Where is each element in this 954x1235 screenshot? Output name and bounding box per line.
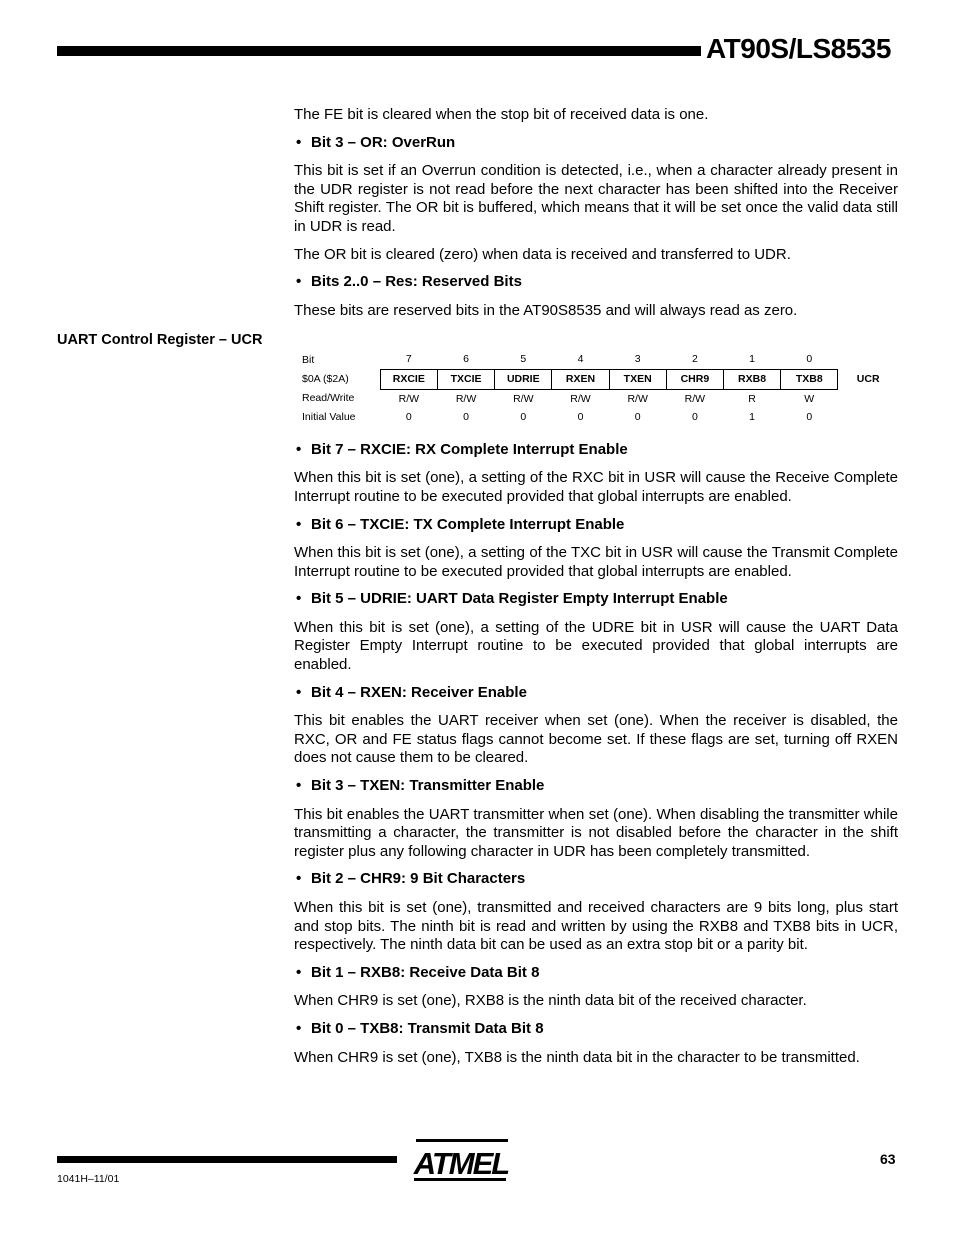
bullet-glyph: • [296,515,302,533]
header-rule [57,46,701,56]
bit-number: 0 [806,353,813,366]
bit-number: 6 [463,353,469,366]
rw-cell: W [804,392,815,405]
paragraph: This bit enables the UART transmitter when set (one). When disabling the transmitter while transmitting a character, the transmitter is not disabled before the character in the shift register plus any following character in UDR has been completely transmitted. [294,805,898,860]
bit-name-cell: UDRIE [495,369,552,389]
rw-cell: R/W [627,392,648,405]
paragraph: When this bit is set (one), a setting of the RXC bit in USR will cause the Receive Complete Interrupt routine to be executed provided that global interrupts are enabled. [294,469,898,505]
bit-name-cell: RXCIE [380,369,437,389]
register-init-row [302,408,898,427]
bullet-glyph: • [296,870,302,888]
register-name: UCR [856,372,880,385]
atmel-logo [412,1137,510,1183]
bit-number: 7 [405,353,412,366]
paragraph: This bit is set if an Overrun condition is detected, i.e., when a character already present in the UDR register is not read before the next character has been shifted into the Receiver Shift register. The OR bit is buffered, which means that it will be set once the valid data still in UDR is read. [294,162,898,235]
rw-cell: R [748,392,756,405]
paragraph: When CHR9 is set (one), TXB8 is the ninth data bit in the character to be transmitted. [294,1048,860,1066]
rw-cell: R/W [684,392,706,405]
register-bit-row [302,350,898,369]
bullet-glyph: • [296,963,302,981]
bullet-heading [296,777,898,796]
bullet-heading [296,1020,898,1039]
bullet-glyph: • [296,683,302,701]
register-name-row [302,369,898,389]
bullet-heading [296,684,898,703]
bit-name-cell: TXB8 [781,369,838,389]
init-cell: 0 [405,411,412,424]
bullet-text: Bit 0 – TXB8: Transmit Data Bit 8 [311,1019,544,1037]
document-code: 1041H–11/01 [57,1173,120,1185]
rw-cell: R/W [455,392,477,405]
bullet-heading [296,134,898,153]
bullet-heading [296,273,898,292]
bullet-glyph: • [296,590,302,608]
page-title: AT90S/LS8535 [706,33,891,64]
logo-text: ATMEL [413,1146,509,1181]
bit-number: 2 [691,353,698,366]
bullet-text: Bit 3 – TXEN: Transmitter Enable [311,777,545,795]
bit-number: 4 [577,353,584,366]
paragraph: These bits are reserved bits in the AT90S8535 and will always read as zero. [294,301,798,319]
bullet-heading [296,441,898,460]
rw-cell: R/W [570,392,591,405]
init-cell: 0 [520,411,527,424]
bit-name-cell: TXEN [609,369,666,389]
bullet-text: Bit 4 – RXEN: Receiver Enable [311,683,527,701]
paragraph: When CHR9 is set (one), RXB8 is the ninth data bit of the received character. [294,992,807,1010]
bullet-glyph: • [296,777,302,795]
init-cell: 0 [463,411,469,424]
bullet-heading [296,516,898,535]
paragraph: This bit enables the UART receiver when set (one). When the receiver is disabled, the RXC, OR and FE status flags cannot become set. If these flags are set, turning off RXEN does not cause them to be cleared. [294,712,898,767]
paragraph: When this bit is set (one), a setting of the TXC bit in USR will cause the Transmit Complete Interrupt routine to be executed provided that global interrupts are enabled. [294,544,898,580]
paragraph: When this bit is set (one), transmitted and received characters are 9 bits long, plus start and stop bits. The ninth bit is read and written by using the RXB8 and TXB8 bits in UCR, respectively. The ninth data bit can be used as an extra stop bit or a parity bit. [294,899,898,954]
init-cell: 0 [806,411,813,424]
bullet-text: Bits 2..0 – Res: Reserved Bits [311,273,522,291]
bit-name-cell: TXCIE [437,369,494,389]
bullet-text: Bit 1 – RXB8: Receive Data Bit 8 [311,963,540,981]
init-cell: 0 [577,411,584,424]
body-section [294,441,898,1067]
bit-number: 5 [520,353,527,366]
main-content [294,106,898,1076]
init-cell: 0 [691,411,698,424]
bullet-text: Bit 7 – RXCIE: RX Complete Interrupt Enable [311,440,628,458]
bullet-glyph: • [296,273,302,291]
register-table [302,350,898,426]
bit-number: 1 [749,353,755,366]
init-cell: 1 [749,411,755,424]
address-label: $0A ($2A) [302,372,349,385]
bullet-heading [296,590,898,609]
bullet-text: Bit 6 – TXCIE: TX Complete Interrupt Enable [311,515,625,533]
bullet-text: Bit 2 – CHR9: 9 Bit Characters [311,870,526,888]
bit-name-cell: CHR9 [666,369,723,389]
bit-row-label: Bit [302,353,315,366]
rw-cell: R/W [513,392,534,405]
paragraph: The FE bit is cleared when the stop bit of received data is one. [294,106,709,123]
section-heading: UART Control Register – UCR [57,332,263,348]
bit-name-cell: RXEN [552,369,609,389]
register-rw-row [302,389,898,408]
bit-number: 3 [634,353,641,366]
bullet-glyph: • [296,133,302,151]
bullet-text: Bit 3 – OR: OverRun [311,133,456,151]
bullet-text: Bit 5 – UDRIE: UART Data Register Empty Interrupt Enable [311,590,728,608]
bullet-heading [296,870,898,889]
footer-rule [57,1156,397,1163]
bullet-glyph: • [296,1019,302,1037]
bullet-glyph: • [296,440,302,458]
bit-name-cell: RXB8 [723,369,780,389]
page-number: 63 [880,1151,896,1167]
rw-cell: R/W [398,392,420,405]
bullet-heading [296,964,898,983]
paragraph: The OR bit is cleared (zero) when data is received and transferred to UDR. [294,245,791,263]
rw-label: Read/Write [302,392,355,405]
intro-section [294,106,898,320]
init-cell: 0 [634,411,641,424]
init-label: Initial Value [302,411,356,424]
paragraph: When this bit is set (one), a setting of the UDRE bit in USR will cause the UART Data Register Empty Interrupt routine to be executed provided that global interrupts are enabled. [294,618,898,674]
